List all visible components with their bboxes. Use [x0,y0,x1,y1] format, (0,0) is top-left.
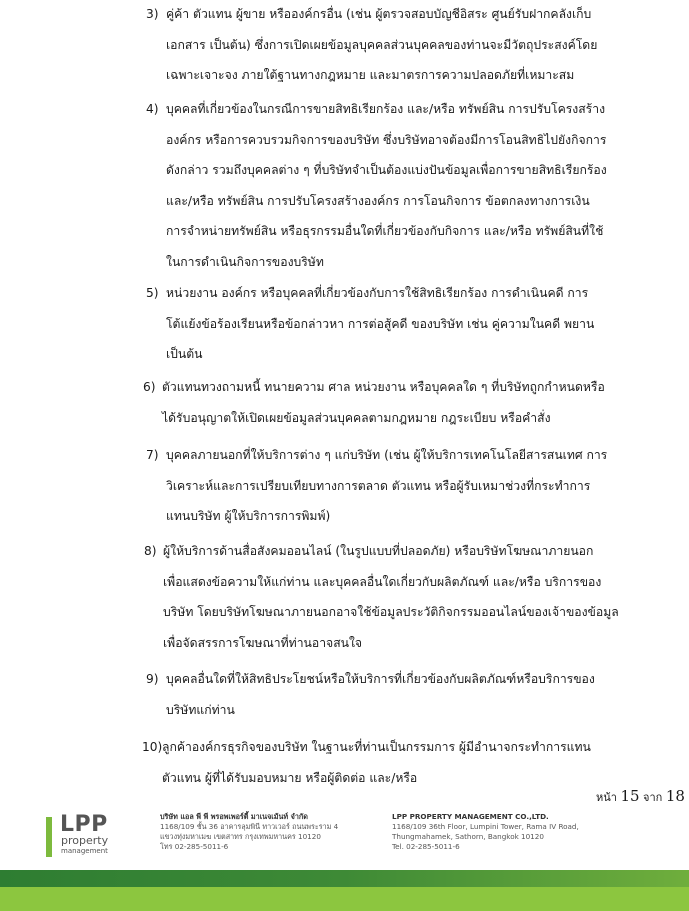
text-line: บุคคลภายนอกที่ให้บริการต่าง ๆ แก่บริษัท (เช่น ผู้ให้บริการเทคโนโลยีสารสนเทศ การ [166,448,608,462]
text-line: ตัวแทนทวงถามหนี้ ทนายความ ศาล หน่วยงาน หรือบุคคลใด ๆ ที่บริษัทถูกกำหนดหรือ [162,380,605,394]
list-item-number: 8) [144,544,157,558]
text-line: เฉพาะเจาะจง ภายใต้ฐานทางกฎหมาย และมาตรการความปลอดภัยที่เหมาะสม [166,68,575,83]
list-item-text [162,376,605,430]
text-line: เพื่อจัดสรรการโฆษณาที่ท่านอาจสนใจ [163,635,363,650]
footer-stripe-dark [0,870,689,887]
list-item-text [166,668,595,722]
list-item-text [162,736,591,790]
list-item-number: 7) [146,448,159,462]
english-address [392,812,579,852]
text-line: ลูกค้าองค์กรธุรกิจของบริษัท ในฐานะที่ท่านเป็นกรรมการ ผู้มีอำนาจกระทำการแทน [162,740,591,754]
list-item-number: 4) [146,102,159,116]
text-line: เอกสาร เป็นต้น) ซึ่งการเปิดเผยข้อมูลบุคคลส่วนบุคคลของท่านจะมีวัตถุประสงค์โดย [166,37,598,52]
page-middle: จาก [643,791,663,804]
text-line: บริษัท โดยบริษัทโฆษณาภายนอกอาจใช้ข้อมูลประวัติกิจกรรมออนไลน์ของเจ้าของข้อมูล [163,605,619,620]
thai-address-line: แขวงทุ่งมหาเมฆ เขตสาทร กรุงเทพมหานคร 10120 [160,832,321,841]
list-item-text [166,98,607,274]
list-item-text [166,3,597,87]
text-line: เพื่อแสดงข้อความให้แก่ท่าน และบุคคลอื่นใดเกี่ยวกับผลิตภัณฑ์ และ/หรือ บริการของ [163,574,602,589]
list-item-number: 5) [146,286,159,300]
text-line: ตัวแทน ผู้ที่ได้รับมอบหมาย หรือผู้ติดต่อ และ/หรือ [162,770,418,785]
list-item-number: 9) [146,672,159,686]
text-line: องค์กร หรือการควบรวมกิจการของบริษัท ซึ่งบริษัทอาจต้องมีการโอนสิทธิไปยังกิจการ [166,132,607,147]
list-item-text [166,282,594,366]
page-number [596,787,685,806]
list-item-number: 3) [146,7,159,21]
thai-address-line: 1168/109 ชั้น 36 อาคารลุมพินี ทาวเวอร์ ถนนพระราม 4 [160,822,339,831]
text-line: การจำหน่ายทรัพย์สิน หรือธุรกรรมอื่นใดที่เกี่ยวข้องกับกิจการ และ/หรือ ทรัพย์สินที่ใช้ [166,224,604,239]
english-address-line: 1168/109 36th Floor, Lumpini Tower, Rama IV Road, [392,822,579,831]
text-line: วิเคราะห์และการเปรียบเทียบทางการตลาด ตัวแทน หรือผู้รับเหมาช่วงที่กระทำการ [166,478,591,493]
thai-phone: โทร 02-285-5011-6 [160,842,229,851]
logo-bar-icon [46,817,52,857]
english-company-name: LPP PROPERTY MANAGEMENT CO.,LTD. [392,812,549,821]
text-line: หน่วยงาน องค์กร หรือบุคคลที่เกี่ยวข้องกับการใช้สิทธิเรียกร้อง การดำเนินคดี การ [166,286,589,300]
text-line: เป็นต้น [166,347,203,362]
page-total: 18 [665,787,685,805]
english-phone: Tel. 02-285-5011-6 [392,842,460,851]
logo-management: management [61,847,108,855]
english-address-line: Thungmahamek, Sathorn, Bangkok 10120 [392,832,544,841]
list-item-number: 10) [142,740,163,754]
list-item-text [163,540,619,655]
page-prefix: หน้า [596,791,617,804]
list-item-text [166,444,607,528]
list-item-number: 6) [143,380,156,394]
text-line: บุคคลอื่นใดที่ให้สิทธิประโยชน์หรือให้บริการที่เกี่ยวข้องกับผลิตภัณฑ์หรือบริการของ [166,672,595,686]
text-line: บริษัทแก่ท่าน [166,702,235,717]
thai-address [160,812,338,852]
thai-company-name: บริษัท แอล พี พี พรอพเพอร์ตี้ มาเนจเม้นท์ จำกัด [160,812,308,821]
page-current: 15 [620,787,640,805]
text-line: บุคคลที่เกี่ยวข้องในกรณีการขายสิทธิเรียกร้อง และ/หรือ ทรัพย์สิน การปรับโครงสร้าง [166,102,606,116]
text-line: ผู้ให้บริการด้านสื่อสังคมออนไลน์ (ในรูปแบบที่ปลอดภัย) หรือบริษัทโฆษณาภายนอก [163,544,594,558]
logo-property: property [61,834,109,847]
text-line: ดังกล่าว รวมถึงบุคคลต่าง ๆ ที่บริษัทจำเป็นต้องแบ่งปันข้อมูลเพื่อการขายสิทธิเรียกร้อง [166,163,607,178]
logo-lpp: LPP [60,812,108,837]
footer-stripe-light [0,887,689,911]
text-line: และ/หรือ ทรัพย์สิน การปรับโครงสร้างองค์กร การโอนกิจการ ข้อตกลงทางการเงิน [166,193,590,208]
text-line: ในการดำเนินกิจการของบริษัท [166,254,324,269]
text-line: แทนบริษัท ผู้ให้บริการการพิมพ์) [166,509,331,524]
text-line: โต้แย้งข้อร้องเรียนหรือข้อกล่าวหา การต่อสู้คดี ของบริษัท เช่น คู่ความในคดี พยาน [166,316,595,331]
text-line: คู่ค้า ตัวแทน ผู้ขาย หรือองค์กรอื่น (เช่น ผู้ตรวจสอบบัญชีอิสระ ศูนย์รับฝากคลังเก็บ [166,7,592,21]
text-line: ได้รับอนุญาตให้เปิดเผยข้อมูลส่วนบุคคลตามกฎหมาย กฎระเบียบ หรือคำสั่ง [162,410,551,425]
